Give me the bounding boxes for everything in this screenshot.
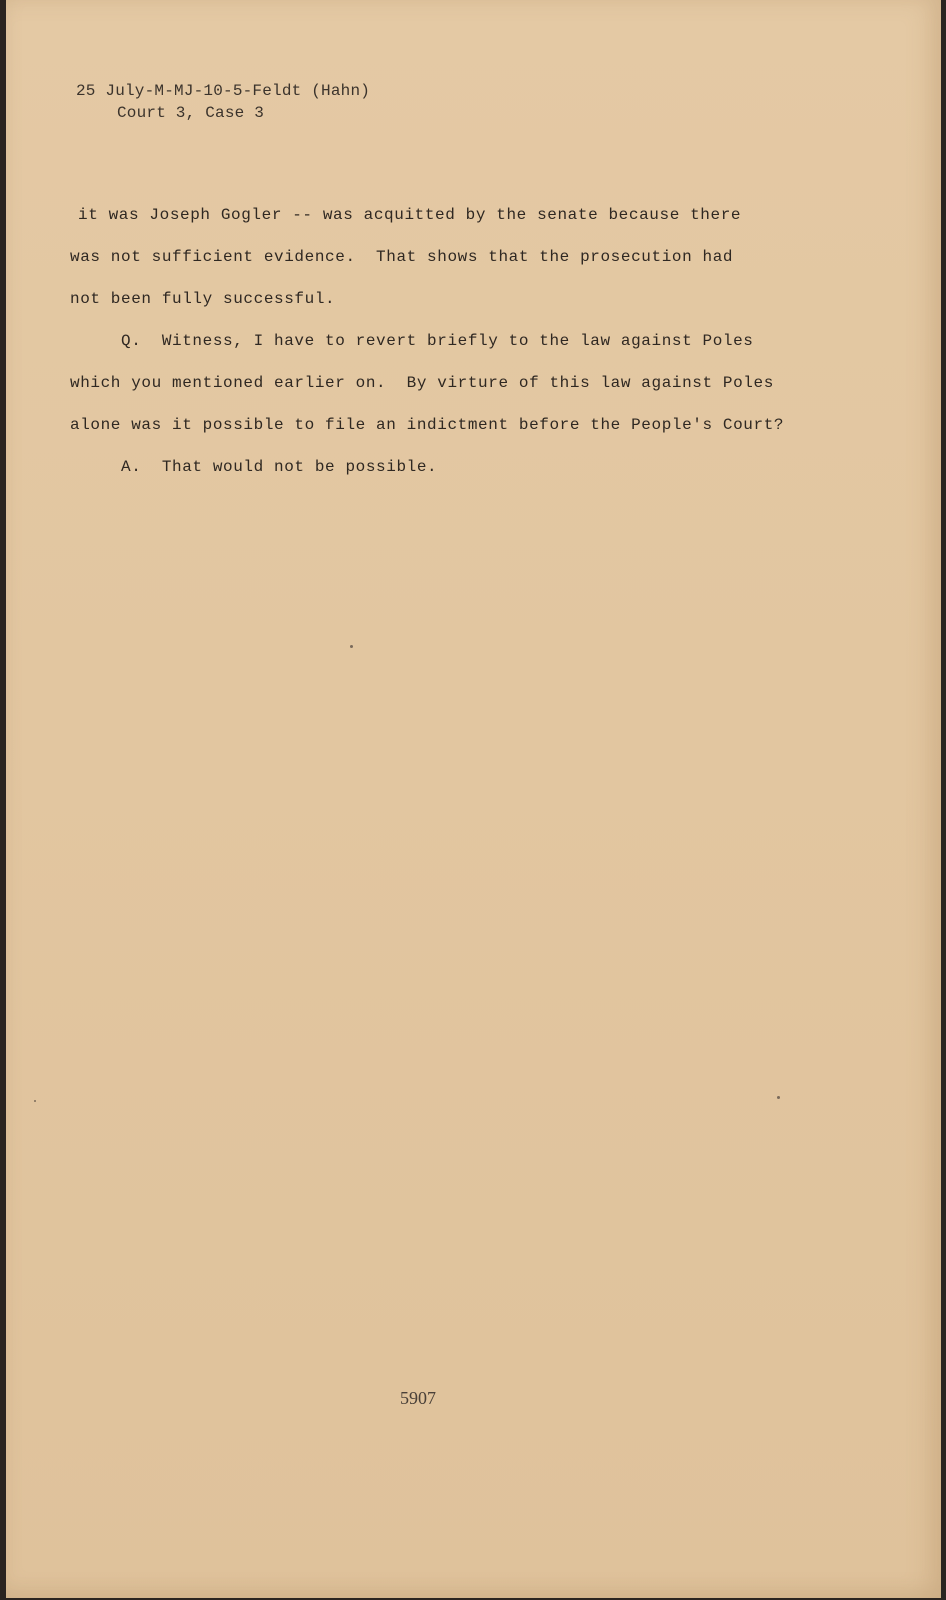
body-line-2: was not sufficient evidence. That shows that the prosecution had xyxy=(70,248,734,266)
body-line-question: Q. Witness, I have to revert briefly to the law against Poles xyxy=(70,332,754,350)
body-line-1: it was Joseph Gogler -- was acquitted by the senate because there xyxy=(78,206,742,224)
paper-speck xyxy=(34,1100,36,1102)
header-reference: 25 July-M-MJ-10-5-Feldt (Hahn) xyxy=(76,82,371,100)
body-line-answer: A. That would not be possible. xyxy=(70,458,438,476)
body-line-6: alone was it possible to file an indictment before the People's Court? xyxy=(70,416,785,434)
page-number: 5907 xyxy=(400,1388,436,1408)
body-line-3: not been fully successful. xyxy=(70,290,336,308)
header-court-case: Court 3, Case 3 xyxy=(117,104,265,122)
paper-speck xyxy=(777,1096,780,1099)
body-line-5: which you mentioned earlier on. By virture of this law against Poles xyxy=(70,374,774,392)
document-page xyxy=(6,0,941,1598)
paper-speck xyxy=(350,645,353,648)
